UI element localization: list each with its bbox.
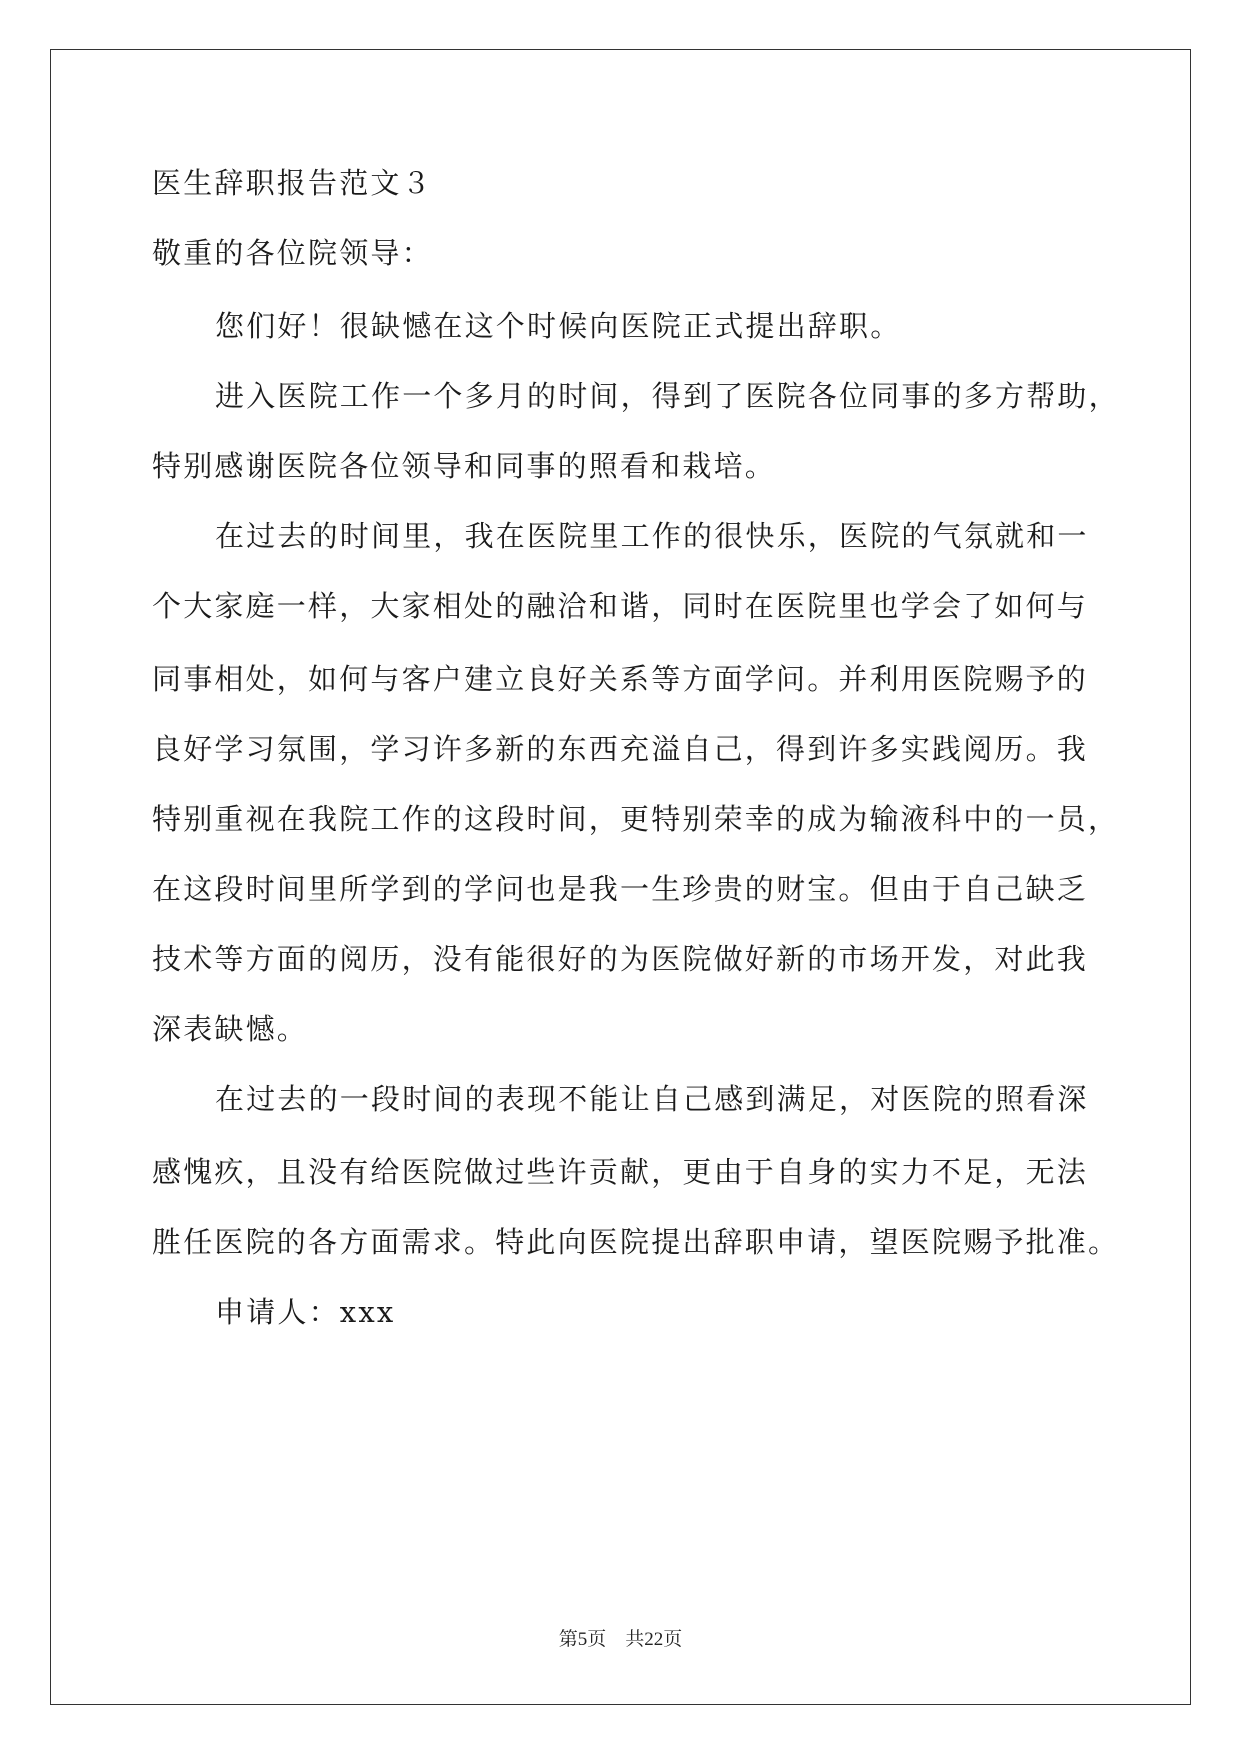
- page-prefix: 第: [558, 1629, 578, 1650]
- paragraph-line: 特别重视在我院工作的这段时间，更特别荣幸的成为输液科中的一员，: [152, 802, 1120, 836]
- paragraph-line: 在过去的一段时间的表现不能让自己感到满足，对医院的照看深: [215, 1082, 1089, 1116]
- paragraph-line: 在过去的时间里，我在医院里工作的很快乐，医院的气氛就和一: [215, 519, 1089, 553]
- page-suffix: 页: [663, 1629, 683, 1650]
- paragraph-line: 深表缺憾。: [152, 1012, 309, 1046]
- page-number-footer: [0, 1628, 1241, 1652]
- paragraph-line: 技术等方面的阅历，没有能很好的为医院做好新的市场开发，对此我: [152, 942, 1089, 976]
- page-current: 5: [577, 1629, 588, 1650]
- paragraph-line: 个大家庭一样，大家相处的融洽和谐，同时在医院里也学会了如何与: [152, 589, 1089, 623]
- document-title: 医生辞职报告范文３: [152, 166, 433, 200]
- salutation: 敬重的各位院领导：: [152, 236, 433, 270]
- paragraph-line: 胜任医院的各方面需求。特此向医院提出辞职申请，望医院赐予批准。: [152, 1225, 1120, 1259]
- signature-line: 申请人：xxx: [215, 1295, 396, 1329]
- paragraph-line: 在这段时间里所学到的学问也是我一生珍贵的财宝。但由于自己缺乏: [152, 872, 1089, 906]
- paragraph-line: 特别感谢医院各位领导和同事的照看和栽培。: [152, 449, 777, 483]
- paragraph-line: 良好学习氛围，学习许多新的东西充溢自己，得到许多实践阅历。我: [152, 732, 1089, 766]
- page-total: 22: [644, 1629, 664, 1650]
- paragraph-line: 同事相处，如何与客户建立良好关系等方面学问。并利用医院赐予的: [152, 662, 1089, 696]
- paragraph-line: 进入医院工作一个多月的时间，得到了医院各位同事的多方帮助，: [215, 379, 1120, 413]
- paragraph-line: 您们好！很缺憾在这个时候向医院正式提出辞职。: [215, 309, 902, 343]
- paragraph-line: 感愧疚，且没有给医院做过些许贡献，更由于自身的实力不足，无法: [152, 1155, 1089, 1189]
- page-mid: 页 共: [587, 1629, 645, 1650]
